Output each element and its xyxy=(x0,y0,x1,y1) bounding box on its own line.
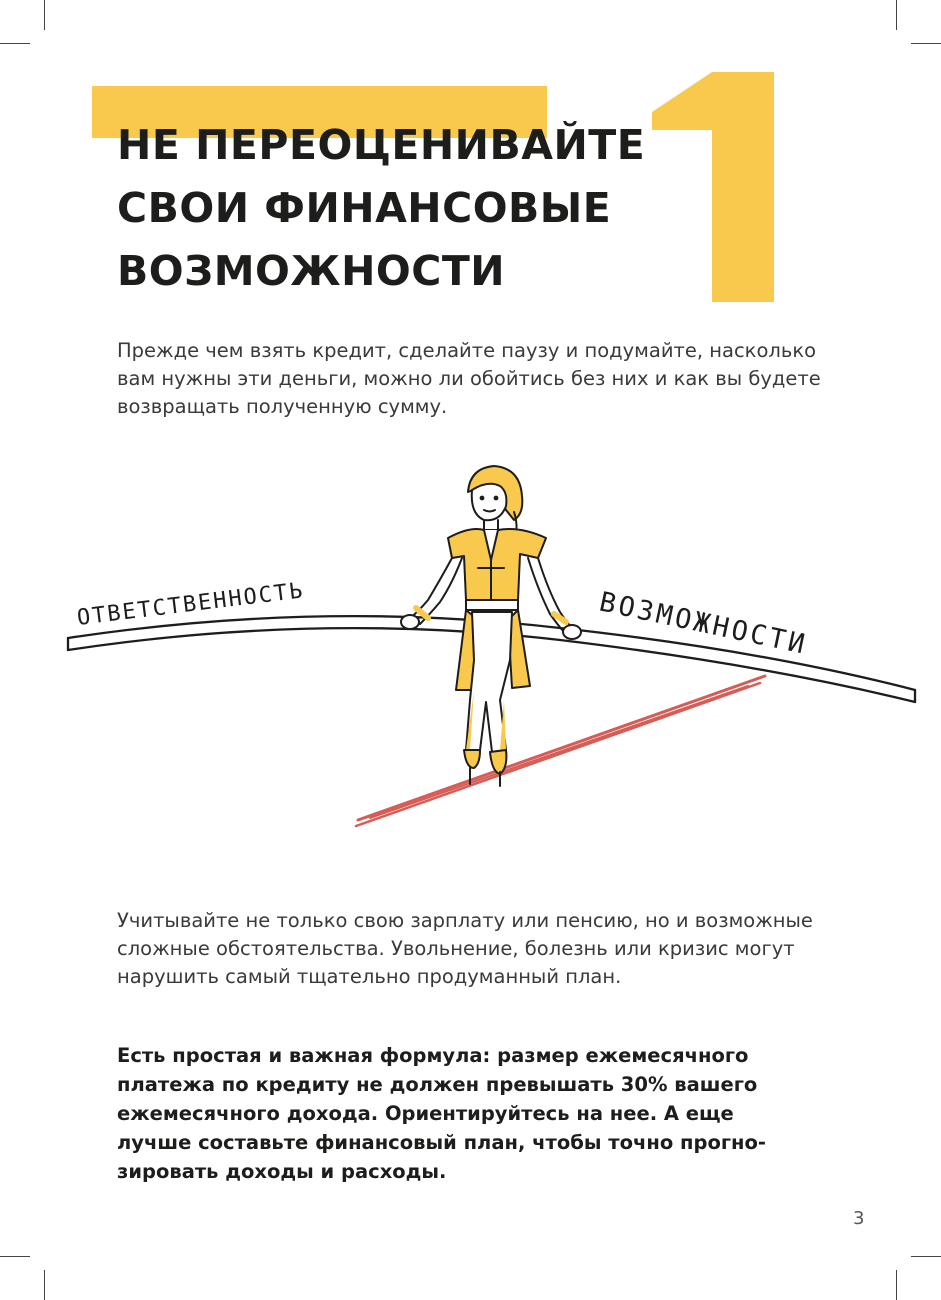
text-line: вам нужны эти деньги, можно ли обойтись без них и как вы будете xyxy=(117,367,821,390)
body-paragraph xyxy=(117,907,813,991)
text-line: Прежде чем взять кредит, сделайте паузу и подумайте, насколько xyxy=(117,339,817,362)
section-number xyxy=(650,72,840,302)
walker-figure xyxy=(401,466,581,786)
intro-paragraph xyxy=(117,337,821,421)
title-line: ВОЗМОЖНОСТИ xyxy=(117,247,506,295)
crop-mark xyxy=(0,43,30,44)
text-line: сложные обстоятельства. Увольнение, болезнь или кризис могут xyxy=(117,937,795,960)
text-line: нарушить самый тщательно продуманный план. xyxy=(117,965,622,988)
label-opportunities: ВОЗМОЖНОСТИ xyxy=(596,586,811,661)
formula-paragraph xyxy=(117,1041,766,1186)
page-number: 3 xyxy=(853,1208,865,1229)
text-line: зировать доходы и расходы. xyxy=(117,1160,447,1183)
title-line: СВОИ ФИНАНСОВЫЕ xyxy=(117,184,612,232)
page-title xyxy=(117,114,645,303)
title-line: НЕ ПЕРЕОЦЕНИВАЙТЕ xyxy=(117,121,646,169)
text-line: Есть простая и важная формула: размер ежемесячного xyxy=(117,1044,749,1067)
label-responsibility: ОТВЕТСТВЕННОСТЬ xyxy=(75,578,306,631)
crop-mark xyxy=(44,0,45,30)
text-line: платежа по кредиту не должен превышать 30% вашего xyxy=(117,1073,758,1096)
text-line: ежемесячного дохода. Ориентируйтесь на нее. А еще xyxy=(117,1102,734,1125)
crop-mark xyxy=(896,1270,897,1300)
text-line: лучше составьте финансовый план, чтобы точно прогно- xyxy=(117,1131,766,1154)
text-line: возвращать полученную сумму. xyxy=(117,395,448,418)
tightrope xyxy=(356,676,765,826)
crop-mark xyxy=(911,43,941,44)
crop-mark xyxy=(0,1256,30,1257)
text-line: Учитывайте не только свою зарплату или пенсию, но и возможные xyxy=(117,909,813,932)
crop-mark xyxy=(911,1256,941,1257)
crop-mark xyxy=(896,0,897,30)
crop-mark xyxy=(44,1270,45,1300)
tightrope-illustration xyxy=(0,450,941,840)
